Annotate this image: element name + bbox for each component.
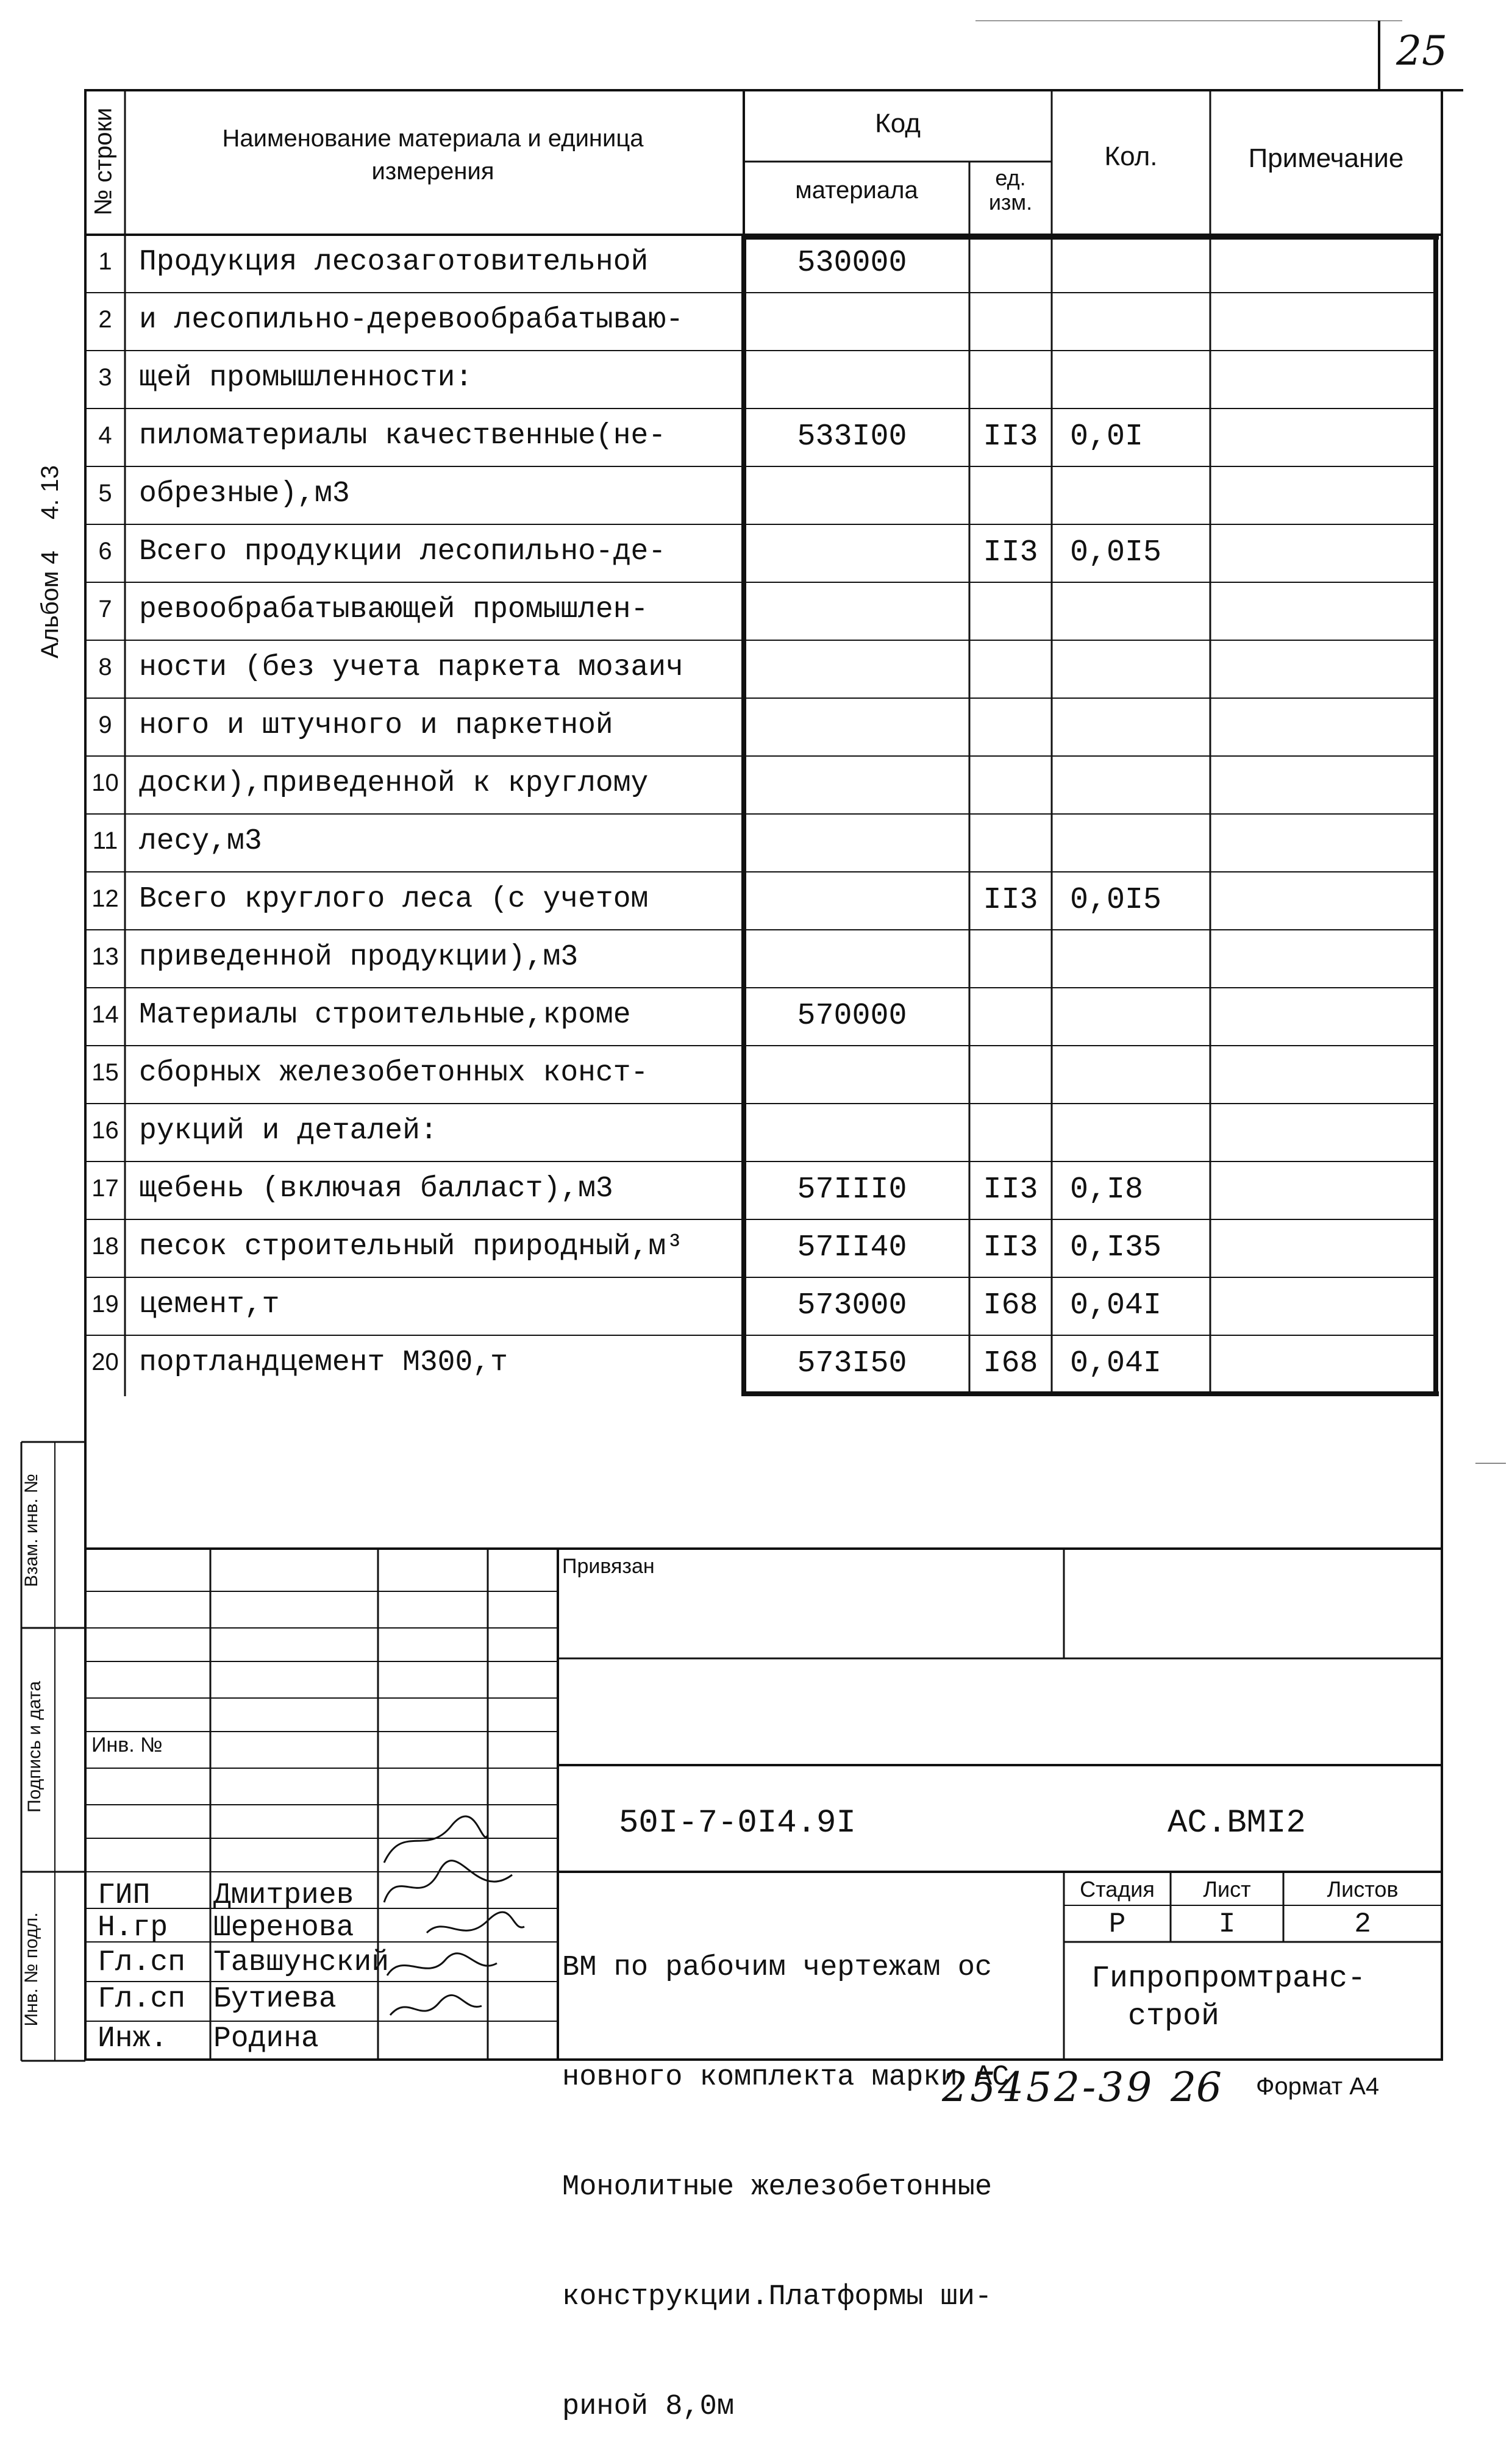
row-number: 2: [98, 306, 112, 333]
row-code: 57III0: [797, 1172, 907, 1207]
row-name: лесу,м3: [139, 825, 262, 858]
row-qty: 0,I35: [1070, 1230, 1162, 1265]
row-unit: II3: [983, 535, 1038, 570]
sheets-label: Листов: [1327, 1877, 1399, 1902]
title-line-4: конструкции.Платформы ши-: [562, 2281, 993, 2313]
row-name: ного и штучного и паркетной: [139, 709, 613, 742]
header-code-material: материала: [795, 177, 918, 204]
row-unit: I68: [983, 1288, 1038, 1323]
org-line-2: строй: [1128, 1999, 1220, 2034]
row-name: и лесопильно-деревообрабатываю-: [139, 304, 683, 337]
row-number: 13: [91, 943, 119, 970]
header-code: Код: [875, 109, 921, 138]
stamp-person-name: Бутиева: [213, 1983, 337, 2016]
sheets-value: 2: [1354, 1908, 1371, 1940]
row-unit: II3: [983, 883, 1038, 918]
row-name: щей промышленности:: [139, 362, 473, 394]
stamp-role: Гл.сп: [98, 1983, 186, 2016]
album-text: Альбом 4: [37, 551, 63, 658]
sheet-value: I: [1218, 1908, 1236, 1940]
row-number: 18: [91, 1233, 119, 1260]
row-number: 16: [91, 1117, 119, 1144]
row-qty: 0,0I5: [1070, 883, 1162, 918]
privyazan-label: Привязан: [562, 1555, 655, 1578]
row-number: 4: [98, 422, 112, 449]
header-name: Наименование материала и единица измерения: [222, 125, 644, 185]
stamp-role: Гл.сп: [98, 1946, 186, 1979]
row-number: 9: [98, 712, 112, 738]
row-code: 57II40: [797, 1230, 907, 1265]
sheet-label: Лист: [1203, 1877, 1251, 1902]
org-name: [1091, 1960, 1439, 2036]
row-number: 7: [98, 596, 112, 623]
doc-mark: АС.ВМI2: [1168, 1805, 1306, 1842]
stamp-role: ГИП: [98, 1879, 151, 1912]
inv-no-label: Инв. №: [91, 1733, 163, 1757]
row-number: 12: [91, 885, 119, 912]
row-number: 17: [91, 1175, 119, 1202]
stamp-role: Н.гр: [98, 1911, 168, 1944]
row-qty: 0,0I: [1070, 419, 1144, 454]
row-code: 573I50: [797, 1346, 907, 1381]
row-name: приведенной продукции),м3: [139, 941, 579, 974]
row-name: доски),приведенной к круглому: [139, 767, 649, 800]
header-row-number: № строки: [90, 107, 117, 216]
handwritten-number: 25452-39: [942, 2064, 1155, 2111]
row-name: песок строительный природный,м³: [139, 1230, 683, 1263]
header-code-unit: ед. изм.: [988, 165, 1033, 215]
row-number: 19: [91, 1291, 119, 1318]
album-vol-text: 4. 13: [37, 465, 63, 519]
row-name: Всего круглого леса (с учетом: [139, 883, 649, 916]
row-number: 1: [98, 248, 112, 275]
podpis-data-label: Подпись и дата: [24, 1681, 45, 1813]
header-qty: Кол.: [1104, 141, 1158, 171]
title-line-5: риной 8,0м: [562, 2391, 735, 2423]
row-qty: 0,0I5: [1070, 535, 1162, 570]
stamp-person-name: Дмитриев: [213, 1879, 354, 1912]
row-unit: II3: [983, 419, 1038, 454]
row-name: пиломатериалы качественные(не-: [139, 419, 666, 452]
row-name: обрезные),м3: [139, 477, 350, 510]
row-name: цемент,т: [139, 1288, 280, 1321]
inv-podl-label: Инв. № подл.: [21, 1912, 41, 2027]
doc-code: 50I-7-0I4.9I: [619, 1805, 856, 1842]
row-qty: 0,04I: [1070, 1288, 1162, 1323]
vzam-inv-label: Взам. инв. №: [21, 1474, 41, 1587]
row-name: сборных железобетонных конст-: [139, 1057, 649, 1090]
stamp-title: [562, 1877, 1062, 2462]
row-qty: 0,I8: [1070, 1172, 1144, 1207]
row-number: 11: [92, 827, 118, 854]
stamp-person-name: Тавшунский: [213, 1946, 390, 1979]
row-number: 20: [91, 1349, 119, 1376]
org-line-1: Гипропромтранс-: [1091, 1961, 1366, 1996]
format-label: Формат А4: [1256, 2073, 1380, 2100]
row-code: 573000: [797, 1288, 907, 1323]
row-number: 15: [91, 1059, 119, 1086]
header-note: Примечание: [1248, 143, 1404, 173]
row-name: Всего продукции лесопильно-де-: [139, 535, 666, 568]
row-name: Материалы строительные,кроме: [139, 999, 631, 1032]
stage-label: Стадия: [1080, 1877, 1155, 1902]
row-unit: II3: [983, 1230, 1038, 1265]
stage-value: Р: [1108, 1908, 1126, 1940]
row-number: 6: [98, 538, 112, 565]
row-number: 5: [98, 480, 112, 507]
row-name: портландцемент М300,т: [139, 1346, 508, 1379]
row-name: ревообрабатывающей промышлен-: [139, 593, 649, 626]
title-line-2: новного комплекта марки АС: [562, 2061, 1010, 2094]
row-number: 14: [91, 1001, 119, 1028]
row-unit: II3: [983, 1172, 1038, 1207]
row-code: 533I00: [797, 419, 907, 454]
row-number: 8: [98, 654, 112, 680]
title-line-3: Монолитные железобетонные: [562, 2171, 993, 2203]
stamp-person-name: Родина: [213, 2022, 319, 2055]
sheet-number-corner: 25: [1396, 27, 1447, 74]
album-label: [37, 465, 73, 658]
stamp-person-name: Шеренова: [213, 1911, 354, 1944]
row-name: щебень (включая балласт),м3: [139, 1172, 613, 1205]
row-name: рукций и деталей:: [139, 1115, 438, 1147]
row-name: ности (без учета паркета мозаич: [139, 651, 683, 684]
row-name: Продукция лесозаготовительной: [139, 246, 649, 279]
title-line-1: ВМ по рабочим чертежам ос: [562, 1952, 993, 1984]
row-qty: 0,04I: [1070, 1346, 1162, 1381]
handwritten-page: 26: [1171, 2064, 1222, 2111]
row-code: 570000: [797, 999, 907, 1033]
row-number: 3: [98, 364, 112, 391]
row-unit: I68: [983, 1346, 1038, 1381]
row-number: 10: [91, 769, 119, 796]
stamp-role: Инж.: [98, 2022, 168, 2055]
row-code: 530000: [797, 246, 907, 280]
